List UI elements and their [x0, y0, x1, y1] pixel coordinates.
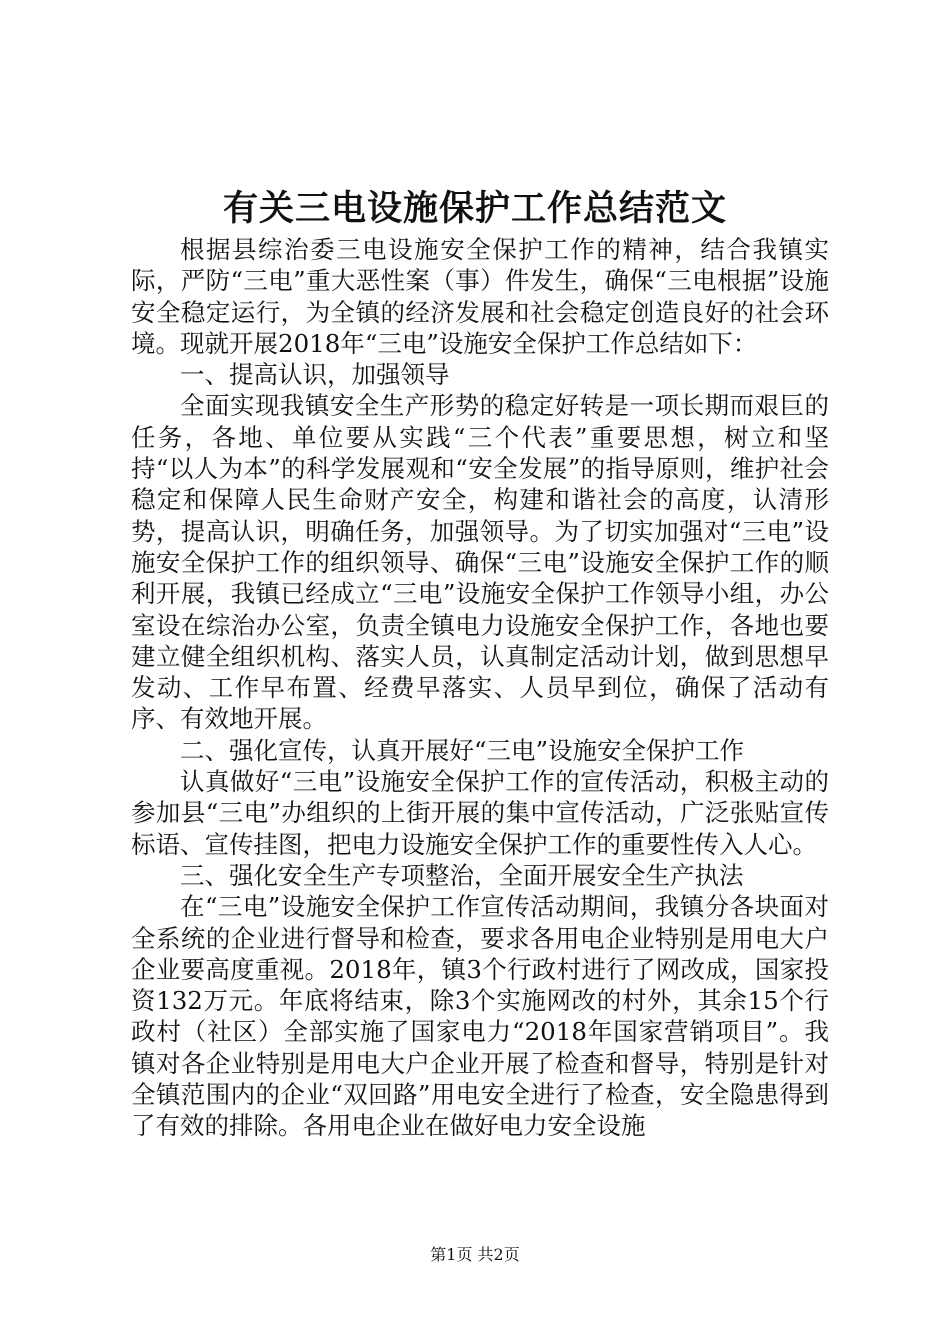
- paragraph-section-2: 认真做好“三电”设施安全保护工作的宣传活动，积极主动的参加县“三电”办组织的上街开展的集中宣传活动，广泛张贴宣传标语、宣传挂图，把电力设施安全保护工作的重要性传入人心。: [131, 767, 829, 859]
- section-heading-2: 二、强化宣传，认真开展好“三电”设施安全保护工作: [180, 735, 745, 765]
- paragraph-intro: 根据县综治委三电设施安全保护工作的精神，结合我镇实际，严防“三电”重大恶性案（事）件发生，确保“三电根据”设施安全稳定运行，为全镇的经济发展和社会稳定创造良好的社会环境。现就开展2018年“三电”设施安全保护工作总结如下：: [131, 235, 829, 358]
- section-heading-3: 三、强化安全生产专项整治，全面开展安全生产执法: [180, 860, 744, 890]
- document-title: 有关三电设施保护工作总结范文: [222, 188, 727, 229]
- document-body: [131, 234, 829, 1142]
- paragraph-section-3: 在“三电”设施安全保护工作宣传活动期间，我镇分各块面对全系统的企业进行督导和检查，要求各用电企业特别是用电大户企业要高度重视。2018年，镇3个行政村进行了网改成，国家投资132万元。年底将结束，除3个实施网改的村外，其余15个行政村（社区）全部实施了国家电力“2018年国家营销项目”。我镇对各企业特别是用电大户企业开展了检查和督导，特别是针对全镇范围内的企业“双回路”用电安全进行了检查，安全隐患得到了有效的排除。各用电企业在做好电力安全设施: [131, 892, 829, 1141]
- section-heading-1: 一、提高认识，加强领导: [180, 360, 450, 390]
- paragraph-section-1: 全面实现我镇安全生产形势的稳定好转是一项长期而艰巨的任务，各地、单位要从实践“三个代表”重要思想，树立和坚持“以人为本”的科学发展观和“安全发展”的指导原则，维护社会稳定和保障人民生命财产安全，构建和谐社会的高度，认清形势，提高认识，明确任务，加强领导。为了切实加强对“三电”设施安全保护工作的组织领导、确保“三电”设施安全保护工作的顺利开展，我镇已经成立“三电”设施安全保护工作领导小组，办公室设在综治办公室，负责全镇电力设施安全保护工作，各地也要建立健全组织机构、落实人员，认真制定活动计划，做到思想早发动、工作早布置、经费早落实、人员早到位，确保了活动有序、有效地开展。: [131, 391, 829, 734]
- page-footer: 第1页 共2页: [430, 1245, 520, 1264]
